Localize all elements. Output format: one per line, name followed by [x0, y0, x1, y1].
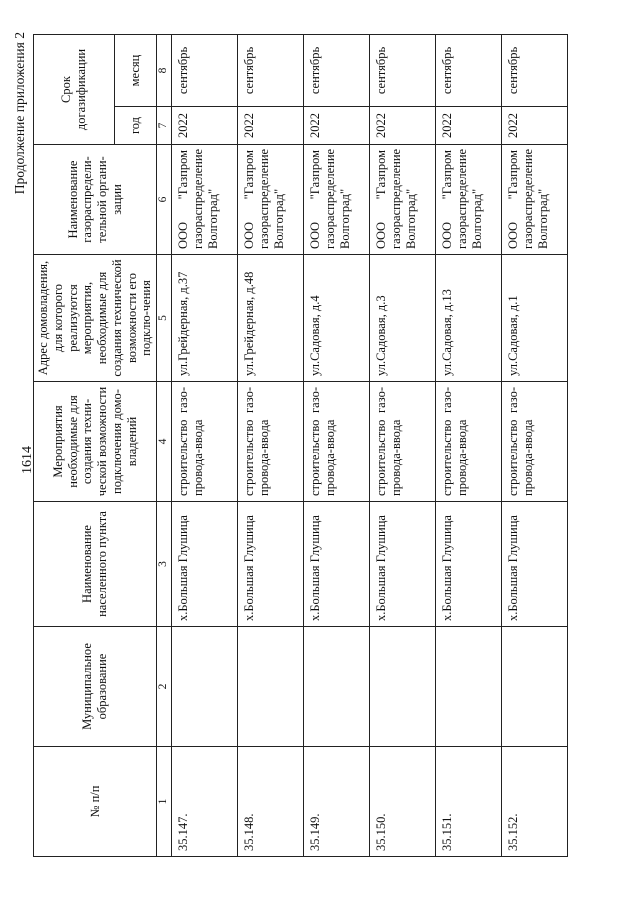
row-organization: [436, 145, 502, 255]
row-number: 35.152.: [502, 747, 568, 857]
org-line: Волгоград": [205, 188, 220, 249]
org-line: ООО "Газпром: [506, 150, 520, 249]
header-municipality: Муниципальное образование: [34, 627, 157, 747]
org-line: газораспределение: [520, 148, 535, 249]
table-row: [172, 35, 238, 857]
row-month: сентябрь: [370, 35, 436, 107]
header-measures: Мероприятия необходимые для создания техни-ческой возможности подключения домо-владений: [34, 382, 157, 502]
column-number: 8: [157, 35, 172, 107]
org-line: Волгоград": [535, 188, 550, 249]
row-municipality: [370, 627, 436, 747]
header-year: год: [115, 107, 157, 145]
row-year: 2022: [370, 107, 436, 145]
row-number: 35.149.: [304, 747, 370, 857]
measures-line: провода-ввода: [454, 419, 469, 496]
header-deadline: Срок догазификации: [34, 35, 115, 145]
row-month: сентябрь: [436, 35, 502, 107]
row-year: 2022: [304, 107, 370, 145]
org-line: газораспределение: [190, 148, 205, 249]
org-line: газораспределение: [256, 148, 271, 249]
row-municipality: [238, 627, 304, 747]
row-month: сентябрь: [172, 35, 238, 107]
measures-line: строительство газо-: [506, 387, 520, 496]
row-municipality: [304, 627, 370, 747]
page-number: 1614: [20, 446, 35, 474]
row-municipality: [172, 627, 238, 747]
row-settlement: х.Большая Глушица: [238, 502, 304, 627]
header-number: № п/п: [34, 747, 157, 857]
org-line: ООО "Газпром: [242, 150, 256, 249]
row-year: 2022: [172, 107, 238, 145]
gasification-table: [33, 34, 568, 857]
header-settlement: Наименование населенного пункта: [34, 502, 157, 627]
row-municipality: [502, 627, 568, 747]
row-settlement: х.Большая Глушица: [304, 502, 370, 627]
row-measures: [436, 382, 502, 502]
org-line: ООО "Газпром: [176, 150, 190, 249]
header-address: Адрес домовладения, для которого реализуются мероприятия, необходимые для создания технической возможности его подклю-чения: [34, 255, 157, 382]
header-month: месяц: [115, 35, 157, 107]
org-line: Волгоград": [271, 188, 286, 249]
row-address: ул.Садовая, д.13: [436, 255, 502, 382]
measures-line: провода-ввода: [256, 419, 271, 496]
column-number: 2: [157, 627, 172, 747]
org-line: газораспределение: [454, 148, 469, 249]
row-address: ул.Грейдерная, д.48: [238, 255, 304, 382]
row-measures: [502, 382, 568, 502]
row-month: сентябрь: [502, 35, 568, 107]
row-measures: [370, 382, 436, 502]
measures-line: строительство газо-: [440, 387, 454, 496]
table-row: [304, 35, 370, 857]
row-settlement: х.Большая Глушица: [502, 502, 568, 627]
row-measures: [304, 382, 370, 502]
org-line: ООО "Газпром: [374, 150, 388, 249]
row-year: 2022: [238, 107, 304, 145]
row-measures: [238, 382, 304, 502]
measures-line: провода-ввода: [388, 419, 403, 496]
row-address: ул.Садовая, д.4: [304, 255, 370, 382]
row-address: ул.Садовая, д.3: [370, 255, 436, 382]
row-month: сентябрь: [304, 35, 370, 107]
table-row: [238, 35, 304, 857]
measures-line: провода-ввода: [190, 419, 205, 496]
column-number: 4: [157, 382, 172, 502]
row-year: 2022: [436, 107, 502, 145]
table-row: [502, 35, 568, 857]
column-number-row: [157, 35, 172, 857]
measures-line: провода-ввода: [520, 419, 535, 496]
row-municipality: [436, 627, 502, 747]
org-line: ООО "Газпром: [440, 150, 454, 249]
table-row: [370, 35, 436, 857]
row-month: сентябрь: [238, 35, 304, 107]
row-address: ул.Садовая, д.1: [502, 255, 568, 382]
measures-line: строительство газо-: [374, 387, 388, 496]
row-organization: [172, 145, 238, 255]
column-number: 6: [157, 145, 172, 255]
org-line: Волгоград": [337, 188, 352, 249]
row-organization: [238, 145, 304, 255]
row-settlement: х.Большая Глушица: [436, 502, 502, 627]
org-line: газораспределение: [322, 148, 337, 249]
column-number: 5: [157, 255, 172, 382]
row-year: 2022: [502, 107, 568, 145]
row-number: 35.147.: [172, 747, 238, 857]
column-number: 3: [157, 502, 172, 627]
header-organization: Наименование газораспредели-тельной органи-зации: [34, 145, 157, 255]
measures-line: провода-ввода: [322, 419, 337, 496]
row-organization: [502, 145, 568, 255]
measures-line: строительство газо-: [308, 387, 322, 496]
row-address: ул.Грейдерная, д.37: [172, 255, 238, 382]
column-number: 1: [157, 747, 172, 857]
org-line: Волгоград": [469, 188, 484, 249]
table-row: [436, 35, 502, 857]
measures-line: строительство газо-: [242, 387, 256, 496]
continuation-note: Продолжение приложения 2: [12, 32, 27, 195]
row-measures: [172, 382, 238, 502]
row-number: 35.150.: [370, 747, 436, 857]
measures-line: строительство газо-: [176, 387, 190, 496]
header-row: [34, 35, 115, 857]
org-line: газораспределение: [388, 148, 403, 249]
column-number: 7: [157, 107, 172, 145]
org-line: ООО "Газпром: [308, 150, 322, 249]
row-settlement: х.Большая Глушица: [370, 502, 436, 627]
row-organization: [304, 145, 370, 255]
row-organization: [370, 145, 436, 255]
row-settlement: х.Большая Глушица: [172, 502, 238, 627]
row-number: 35.148.: [238, 747, 304, 857]
org-line: Волгоград": [403, 188, 418, 249]
row-number: 35.151.: [436, 747, 502, 857]
